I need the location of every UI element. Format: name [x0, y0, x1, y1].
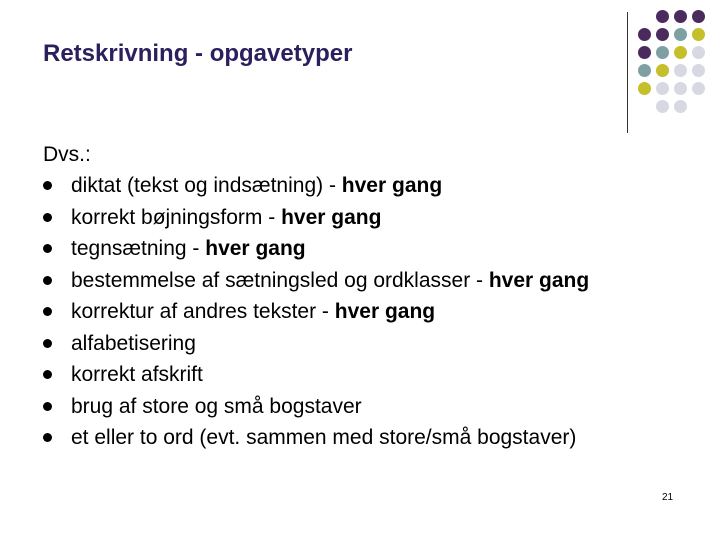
dot-grid-decoration: [638, 10, 718, 120]
list-item: [43, 391, 713, 423]
item-text: bestemmelse af sætningsled og ordklasser -: [71, 268, 489, 292]
item-text: korrektur af andres tekster -: [71, 300, 335, 323]
decorative-dot: [692, 64, 705, 77]
decorative-dot: [656, 10, 669, 23]
item-text: tegnsætning -: [71, 237, 206, 260]
decorative-dot: [674, 82, 687, 95]
slide-body: [43, 140, 713, 454]
list-item: [43, 359, 713, 391]
item-text: diktat (tekst og indsætning) -: [71, 174, 342, 197]
decorative-dot: [638, 82, 651, 95]
bullet-icon: [43, 181, 52, 190]
list-item: [43, 202, 713, 234]
item-text: brug af store og små bogstaver: [71, 394, 362, 418]
decorative-dot: [692, 46, 705, 59]
item-text: korrekt afskrift: [71, 363, 203, 386]
intro-text: Dvs.:: [43, 143, 91, 166]
decorative-dot: [656, 28, 669, 41]
decorative-dot: [692, 10, 705, 23]
decorative-dot: [656, 100, 669, 113]
item-emphasis: hver gang: [488, 268, 590, 292]
item-text: et eller to ord (evt. sammen med store/små bogstaver): [71, 426, 577, 449]
decorative-dot: [674, 10, 687, 23]
slide-title: Retskrivning - opgavetyper: [43, 40, 353, 67]
bullet-icon: [43, 213, 52, 222]
bullet-icon: [43, 244, 52, 253]
decorative-dot: [692, 28, 705, 41]
decorative-dot: [674, 100, 687, 113]
list-item: [43, 265, 713, 297]
decorative-dot: [674, 28, 687, 41]
divider-line: [627, 12, 628, 133]
bullet-icon: [43, 276, 52, 285]
page-number: 21: [662, 492, 674, 503]
decorative-dot: [656, 64, 669, 77]
bullet-list: [43, 170, 713, 454]
item-emphasis: hver gang: [281, 205, 382, 229]
bullet-icon: [43, 339, 52, 348]
decorative-dot: [674, 46, 687, 59]
decorative-dot: [638, 46, 651, 59]
bullet-icon: [43, 370, 52, 379]
list-item: [43, 233, 713, 265]
item-emphasis: hver gang: [334, 300, 436, 323]
decorative-dot: [692, 82, 705, 95]
list-item: [43, 170, 713, 202]
item-text: korrekt bøjningsform -: [71, 205, 282, 229]
item-emphasis: hver gang: [341, 174, 443, 197]
item-text: alfabetisering: [71, 331, 196, 355]
decorative-dot: [638, 64, 651, 77]
item-emphasis: hver gang: [205, 237, 306, 260]
bullet-icon: [43, 307, 52, 316]
bullet-icon: [43, 402, 52, 411]
decorative-dot: [656, 46, 669, 59]
decorative-dot: [638, 28, 651, 41]
decorative-dot: [674, 64, 687, 77]
decorative-dot: [656, 82, 669, 95]
list-item: [43, 328, 713, 360]
list-item: [43, 296, 713, 328]
list-item: [43, 422, 713, 454]
bullet-icon: [43, 433, 52, 442]
